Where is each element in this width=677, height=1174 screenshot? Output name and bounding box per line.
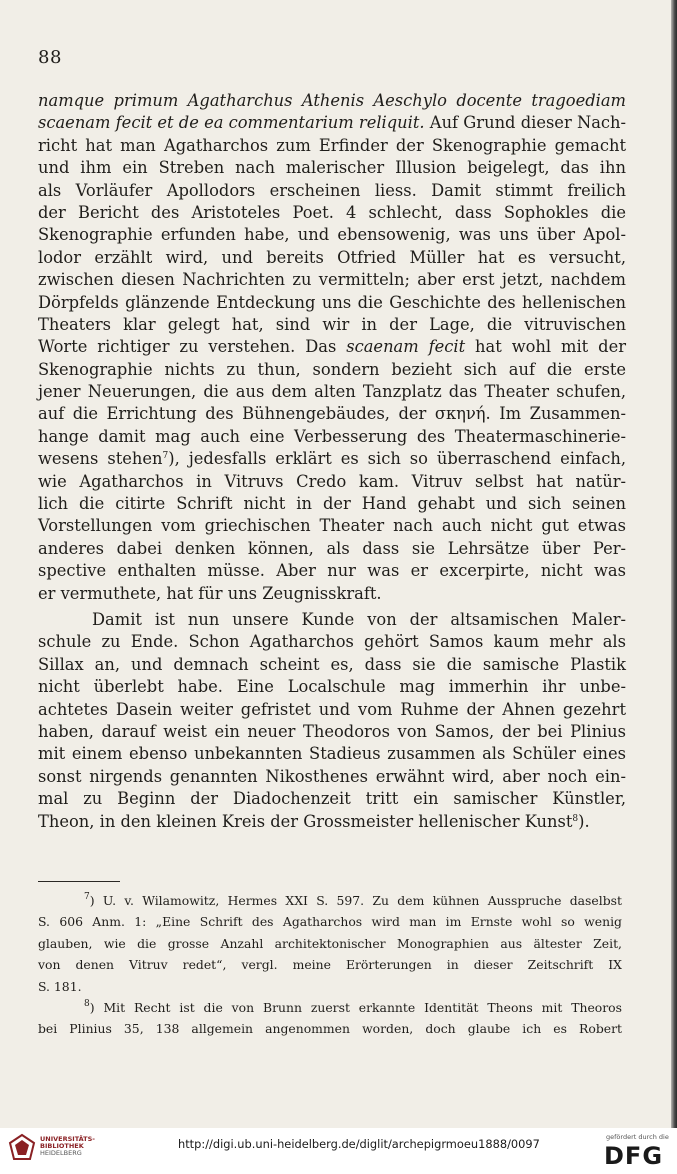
text-line: spective enthalten müsse. Aber nur was er excerpirte, nicht was — [38, 561, 626, 581]
text-line: Sillax an, und demnach scheint es, dass sie die samische Plastik — [38, 654, 626, 674]
footnote-marker[interactable]: 8 — [572, 813, 579, 824]
footnote-line: von denen Vitruv redet“, vergl. meine Erörterungen in dieser Zeitschrift IX — [38, 957, 622, 973]
footnote-line: S. 606 Anm. 1: „Eine Schrift des Agatharchos wird man im Ernste wohl so wenig — [38, 914, 622, 930]
italic-quote: namque primum Agatharchus Athenis Aeschylo docente tragoediam — [38, 91, 626, 110]
text-line: er vermuthete, hat für uns Zeugnisskraft. — [38, 583, 382, 603]
text-line: Skenographie nichts zu thun, sondern bezieht sich auf die erste — [38, 359, 626, 379]
text-line: auf die Errichtung des Bühnengebäudes, der σκηνή. Im Zusammen- — [38, 404, 626, 424]
page-number: 88 — [38, 47, 62, 68]
text-line: Skenographie erfunden habe, und ebensowenig, was uns über Apol- — [38, 225, 626, 245]
text-line: scaenam fecit et de ea commentarium reliquit. Auf Grund dieser Nach- — [38, 113, 626, 133]
permalink-url[interactable]: http://digi.ub.uni-heidelberg.de/diglit/archepigrmoeu1888/0097 — [178, 1137, 540, 1151]
text-line: haben, darauf weist ein neuer Theodoros von Samos, der bei Plinius — [38, 721, 626, 741]
footnote-marker[interactable]: 7 — [162, 451, 169, 462]
text-line: Dörpfelds glänzende Entdeckung uns die Geschichte des hellenischen — [38, 292, 626, 312]
text-line: schule zu Ende. Schon Agatharchos gehört Samos kaum mehr als — [38, 632, 626, 652]
italic-phrase: scaenam fecit — [346, 337, 466, 357]
footnote-line: $^7$) U. v. Wilamowitz, Hermes XXI S. 597. Zu dem kühnen Ausspruche daselbst — [84, 892, 622, 908]
text-line: der Bericht des Aristoteles Poet. 4 schlecht, dass Sophokles die — [38, 202, 626, 222]
text-line: zwischen diesen Nachrichten zu vermitteln; aber erst jetzt, nachdem — [38, 270, 626, 290]
text-line: lodor erzählt wird, und bereits Otfried Müller hat es versucht, — [38, 247, 626, 267]
institution-line: HEIDELBERG — [40, 1149, 82, 1158]
text-line — [38, 90, 626, 112]
page-edge-shadow — [671, 0, 677, 1174]
text-line: sonst nirgends genannten Nikosthenes erwähnt wird, aber noch ein- — [38, 766, 626, 786]
footnote-line: $^8$) Mit Recht ist die von Brunn zuerst erkannte Identität Theons mit Theoros — [84, 998, 622, 1015]
text-line: Damit ist nun unsere Kunde von der altsamischen Maler- — [92, 609, 626, 629]
footnote-line: bei Plinius 35, 138 allgemein angenommen worden, doch glaube ich es Robert — [38, 1021, 622, 1037]
text-line: jener Neuerungen, die aus dem alten Tanzplatz das Theater schufen, — [38, 382, 626, 402]
text-line: als Vorläufer Apollodors erscheinen liess. Damit stimmt freilich — [38, 180, 626, 200]
footnote-number: 7 — [84, 892, 90, 902]
funding-caption: gefördert durch die — [606, 1133, 669, 1141]
text-line: hange damit mag auch eine Verbesserung des Theatermaschinerie- — [38, 426, 626, 446]
italic-quote: scaenam fecit et de ea commentarium reliquit. — [38, 113, 425, 133]
institution-line: UNIVERSITÄTS- — [40, 1135, 95, 1143]
text-line: mal zu Beginn der Diadochenzeit tritt ein samischer Künstler, — [38, 789, 626, 809]
footnote-separator — [38, 881, 120, 882]
text-line: und ihm ein Streben nach malerischer Illusion beigelegt, das ihn — [38, 158, 626, 178]
text-line: Theaters klar gelegt hat, sind wir in der Lage, die vitruvischen — [38, 314, 626, 334]
university-seal-icon — [8, 1133, 36, 1161]
footnote-line: glauben, wie die grosse Anzahl architektonischer Monographien aus ältester Zeit, — [38, 935, 622, 951]
text-line: wie Agatharchos in Vitruvs Credo kam. Vitruv selbst hat natür- — [38, 471, 626, 491]
text-line: mit einem ebenso unbekannten Stadieus zusammen als Schüler eines — [38, 744, 626, 764]
digitization-footer — [0, 1128, 677, 1174]
text-line: Worte richtiger zu verstehen. Das scaenam fecit hat wohl mit der — [38, 337, 626, 357]
text-line: lich die citirte Schrift nicht in der Hand gehabt und sich seinen — [38, 494, 626, 514]
text-line: wesens stehen$^7$), jedesfalls erklärt es sich so überraschend einfach, — [38, 449, 626, 469]
text-line: achtetes Dasein weiter gefristet und vom Ruhme der Ahnen gezehrt — [38, 699, 626, 719]
dfg-logo: DFG — [604, 1142, 664, 1170]
institution-line: BIBLIOTHEK — [40, 1142, 84, 1151]
institution-name — [40, 1136, 95, 1158]
text-line: nicht überlebt habe. Eine Localschule mag immerhin ihr unbe- — [38, 677, 626, 697]
text-line: Vorstellungen vom griechischen Theater nach auch nicht gut etwas — [38, 516, 626, 536]
footnote-number: 8 — [84, 998, 90, 1009]
body-text — [38, 90, 626, 833]
footnotes — [38, 890, 622, 1040]
text-line: Theon, in den kleinen Kreis der Grossmeister hellenischer Kunst$^8$). — [38, 811, 590, 831]
text-line: richt hat man Agatharchos zum Erfinder der Skenographie gemacht — [38, 135, 626, 155]
footnote-line: S. 181. — [38, 978, 82, 994]
text-line: anderes dabei denken können, als dass sie Lehrsätze über Per- — [38, 538, 626, 558]
